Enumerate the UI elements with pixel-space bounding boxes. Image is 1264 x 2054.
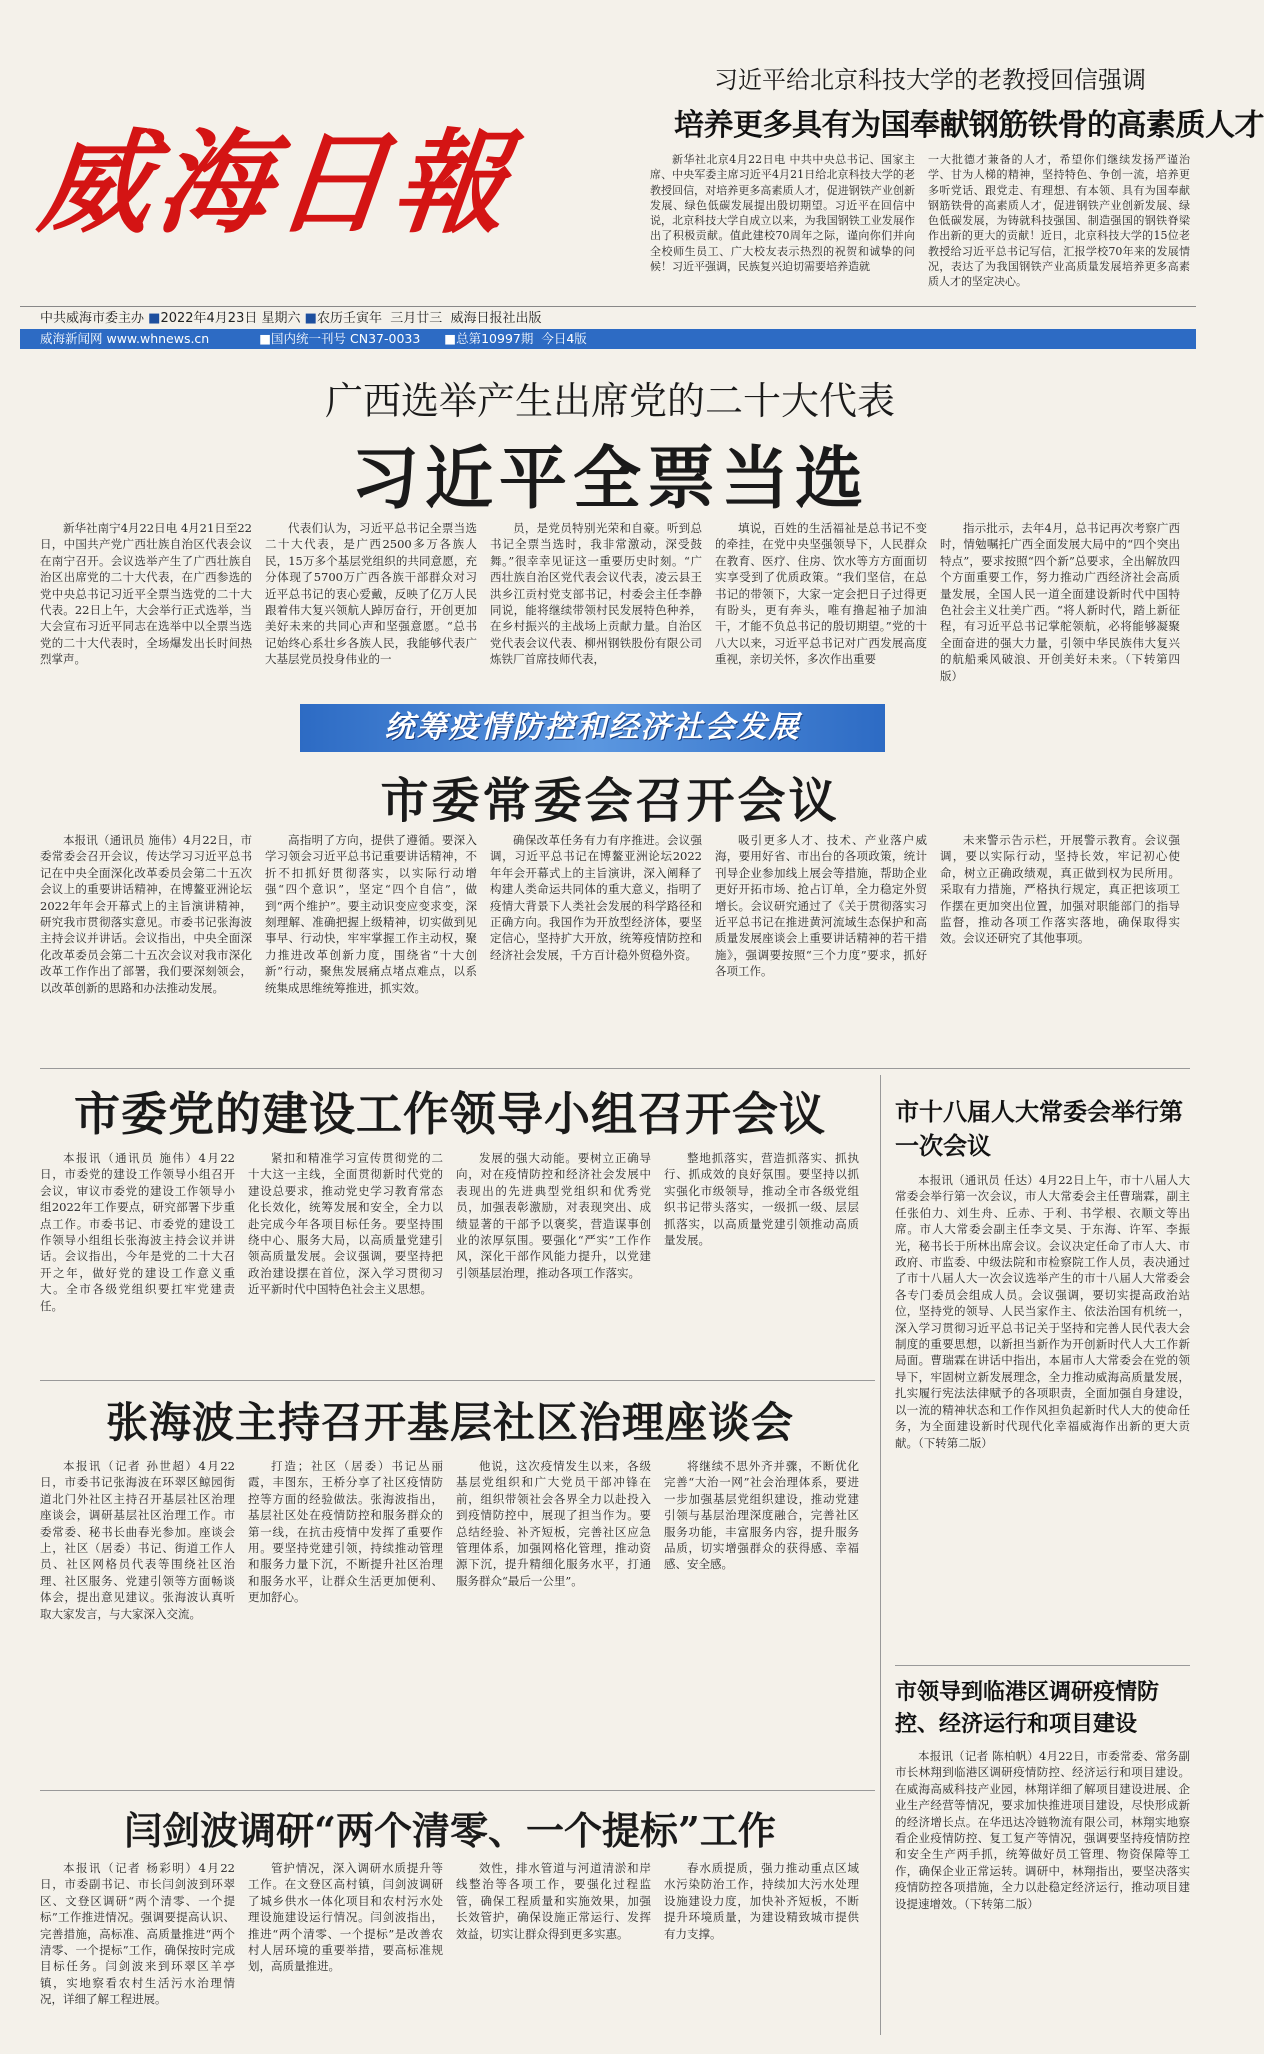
lead-col-2: 代表们认为，习近平总书记全票当选二十大代表，是广西2500多万各族人民，15万多个基层党组织的共同意愿，充分体现了5700万广西各族干部群众对习近平总书记的衷心爱戴，反映了亿万人民跟着伟大复兴领航人踔厉奋行，开创更加美好未来的共同心声和坚强意愿。“总书记始终心系壮乡各族人民，我能够代表广大基层党员投身伟业的一 [265,521,477,667]
community-col-3: 他说，这次疫情发生以来，各级基层党组织和广大党员干部冲锋在前，组织带领社会各界全力以赴投入到疫情防控中，展现了担当作为。要总结经验、补齐短板，完善社区应急管理体系，加强网格化管理，推动资源下沉，提升精细化服务水平，打通服务群众“最后一公里”。 [456,1459,651,1588]
top-story-col1: 新华社北京4月22日电 中共中央总书记、国家主席、中央军委主席习近平4月21日给北京科技大学的老教授回信，对培养更多高素质人才，促进钢铁产业创新发展、绿色低碳发展提出殷切期望。习近平在回信中说，北京科技大学自成立以来，为我国钢铁工业发展作出了积极贡献。值此建校70周年之际，谨向你们并向全校师生员工、广大校友表示热烈的祝贺和诚挚的问候！习近平强调，民族复兴迫切需要培养造就 [650,153,915,274]
construction-col-3: 发展的强大动能。要树立正确导向，对在疫情防控和经济社会发展中表现出的先进典型党组织和优秀党员，加强表彰激励，对表现突出、成绩显著的干部予以褒奖，营造谋事创业的浓厚氛围。要强化“严实”工作作风，深化干部作风能力提升，以党建引领基层治理，推动各项工作落实。 [456,1151,651,1280]
twoclear-col-1: 本报讯（记者 杨彩明）4月22日，市委副书记、市长闫剑波到环翠区、文登区调研“两个清零、一个提标”工作推进情况。强调要提高认识、完善措施，高标准、高质量推进“两个清零、一个提标”工作，确保按时完成目标任务。闫剑波来到环翠区羊亭镇，实地察看农村生活污水治理情况，详细了解工程进展。 [40,1861,235,2007]
lunar-day: 三月廿三 [390,311,443,326]
congress-text: 本报讯（通讯员 任达）4月22日上午，市十八届人大常委会举行第一次会议，市人大常委会主任曹瑞霖，副主任张伯力、刘生舟、丘赤、于利、书学根、衣顺文等出席。市人大常委会副主任李文昊、于东海、许军、李振光，秘书长于所林出席会议。会议决定任命了市人大、市政府、市监委、中级法院和市检察院工作人员，表决通过了市十八届人大一次会议选举产生的市十八届人大常委会各专门委员会组成人员。会议强调，要切实提高政治站位，坚持党的领导、人民当家作主、依法治国有机统一，深入学习贯彻习近平总书记关于坚持和完善人民代表大会制度的重要思想，以新担当新作为开创新时代人大工作新局面。曹瑞霖在讲话中指出，本届市人大常委会在党的领导下，牢固树立新发展理念，全力推动威海高质量发展，扎实履行宪法法律赋予的各项职责，全面加强自身建设，以一流的精神状态和工作作风担负起新时代人大的使命任务，为全面建设新时代现代化幸福威海作出新的更大贡献。（下转第二版） [895,1173,1190,1450]
community-col-4: 将继续不思外齐并骤，不断优化完善“大治一网”社会治理体系，要进一步加强基层党组织建设，推动党建引领与基层治理深度融合，完善社区服务功能，丰富服务内容，提升服务品质，切实增强群众的获得感、幸福感、安全感。 [664,1459,859,1572]
committee-col-4: 吸引更多人才、技术、产业落户威海，要用好省、市出台的各项政策，统计刊导企业参加线上展会等措施，帮助企业更好开拓市场、抢占订单，全力稳定外贸增长。会议研究通过了《关于贯彻落实习近平总书记在推进黄河流域生态保护和高质量发展座谈会上重要讲话精神的若干措施》，强调要按照“三个力度”要求，抓好各项工作。 [715,833,927,979]
construction-col-1: 本报讯（通讯员 施伟）4月22日，市委党的建设工作领导小组召开会议，审议市委党的建设工作领导小组2022年工作要点，研究部署下步重点工作。市委书记、市委党的建设工作领导小组组长张海波主持会议并讲话。会议指出，今年是党的二十大召开之年，做好党的建设工作意义重大。全市各级党组织要扛牢党建责任。 [40,1151,235,1313]
dateline-row: 中共威海市委主办 ■2022年4月23日 星期六 ■农历壬寅年 三月廿三 威海日报社出版 [40,311,542,326]
twoclear-headline: 闫剑波调研“两个清零、一个提标”工作 [124,1808,776,1853]
congress-headline: 市十八届人大常委会举行第一次会议 [895,1097,1183,1160]
top-story-col2: 一大批德才兼备的人才，希望你们继续发扬严谨治学、甘为人梯的精神，坚持特色、争创一流，培养更多听党话、跟党走、有理想、有本领、具有为国奉献钢筋铁骨的高素质人才，促进钢铁产业创新发展、绿色低碳发展，为铸就科技强国、制造强国的钢铁脊梁作出新的更大的贡献！近日，北京科技大学的15位老教授给习近平总书记写信，汇报学校70年来的发展情况，表达了为我国钢铁产业高质量发展培养更多高素质人才的坚定决心。 [928,153,1190,289]
sponsor: 中共威海市委主办 [40,311,145,326]
lead-col-3: 员，是党员特别光荣和自豪。听到总书记全票当选时，我非常激动，深受鼓舞。”很幸幸见证这一重要历史时刻。“广西壮族自治区党代表会议代表，凌云县王洪乡江贡村党支部书记，村委会主任李静同说，能将继续带领村民发展特色种养，在乡村振兴的主战场上贡献力量。自治区党代表会议代表、柳州钢铁股份有限公司炼铁厂首席技师代表， [490,521,702,667]
construction-col-2: 紧扣和精准学习宣传贯彻党的二十大这一主线，全面贯彻新时代党的建设总要求，推动党史学习教育常态化长效化，统筹发展和安全，全力以赴完成今年各项目标任务。要坚持围绕中心、服务大局，以高质量党建引领高质量发展。会议强调，要坚持把政治建设摆在首位，深入学习贯彻习近平新时代中国特色社会主义思想。 [248,1151,443,1297]
lunar-year: 农历壬寅年 [316,311,382,326]
committee-headline: 市委常委会召开会议 [380,773,840,829]
page-count: 今日4版 [541,331,587,346]
construction-headline: 市委党的建设工作领导小组召开会议 [74,1087,826,1141]
info-bar: 威海新闻网 www.whnews.cn ■国内统一刊号 CN37-0033 ■总第10997期 今日4版 [20,329,1196,349]
twoclear-col-4: 春水质提质，强力推动重点区域水污染防治工作，持续加大污水处理设施建设力度，加快补齐短板，不断提升环境质量，为建设精致城市提供有力支撑。 [664,1861,859,1941]
lead-col-4: 填说，百姓的生活福祉是总书记不变的牵挂，在党中央坚强领导下，人民群众在教育、医疗、住房、饮水等方方面面切实享受到了优质政策。“我们坚信，在总书记的带领下，大家一定会把日子过得更有盼头，更有奔头，唯有撸起袖子加油干，才能不负总书记的殷切期望。”党的十八大以来，习近平总书记对广西发展高度重视，亲切关怀，多次作出重要 [715,521,927,667]
construction-col-4: 整地抓落实，营造抓落实、抓执行、抓成效的良好氛围。要坚持以抓实强化市级领导，推动全市各级党组织书记带头落实，一级抓一级、层层抓落实，以高质量党建引领推动高质量发展。 [664,1151,859,1248]
weekday: 星期六 [261,311,301,326]
port-headline: 市领导到临港区调研疫情防控、经济运行和项目建设 [895,1679,1160,1737]
committee-col-3: 确保改革任务有力有序推进。会议强调，习近平总书记在博鳌亚洲论坛2022年年会开幕式上的主旨演讲，深入阐释了构建人类命运共同体的重大意义，指明了疫情大背景下人类社会发展的科学路径和正确方向。我国作为开放型经济体，要坚定信心，坚持扩大开放，统筹疫情防控和经济社会发展，千方百计稳外贸稳外资。 [490,833,702,962]
community-col-1: 本报讯（记者 孙世超）4月22日，市委书记张海波在环翠区鲸园街道北门外社区主持召开基层社区治理座谈会，调研基层社区治理工作。市委常委、秘书长曲春光参加。座谈会上，社区（居委）书记、街道工作人员、社区网格员代表等围绕社区治理、社区服务、党建引领等方面畅谈体会，提出意见建议。张海波认真听取大家发言，与大家深入交流。 [40,1459,235,1621]
committee-col-2: 高指明了方向，提供了遵循。要深入学习领会习近平总书记重要讲话精神，不折不扣抓好贯彻落实，以实际行动增强“四个意识”，坚定“四个自信”，做到“两个维护”。要主动识变应变求变，深刻理解、准确把握上级精神，切实做到见事早、行动快，牢牢掌握工作主动权，聚力推进改革创新力度，围绕省“十大创新”行动，聚焦发展痛点堵点难点，以系统集成思维统筹推进，抓实效。 [265,833,477,995]
newspaper-logo: 威海日報 [33,118,519,249]
committee-col-5: 未来警示告示栏，开展警示教育。会议强调，要以实际行动，坚持长效，牢记初心使命，树立正确政绩观，真正做到权为民所用。采取有力措施，严格执行规定，真正把该项工作摆在更加突出位置，加强对职能部门的指导监督，推动各项工作落实落地，确保取得实效。会议还研究了其他事项。 [940,833,1180,946]
lead-col-5: 指示批示，去年4月，总书记再次考察广西时，情勉嘱托广西全面发展大局中的“四个突出特点”，要求按照“四个新”总要求，全出解放四个方面重要工作，努力推动广西经济社会高质量发展，全国人民一道全面建设新时代中国特色社会主义壮美广西。“将人新时代，踏上新征程，有习近平总书记掌舵领航，必将能够凝聚全面奋进的强大力量，引领中华民族伟大复兴的航船乘风破浪、开创美好未来。（下转第四版） [940,521,1180,683]
twoclear-col-2: 管护情况，深入调研水质提升等工作。在文登区高村镇，闫剑波调研了城乡供水一体化项目和农村污水处理设施建设运行情况。闫剑波指出，推进“两个清零、一个提标”是改善农村人居环境的重要举措，要高标准规划，高质量推进。 [248,1861,443,1974]
community-col-2: 打造；社区（居委）书记丛丽霞，丰图东，王桥分享了社区疫情防控等方面的经验做法。张海波指出，基层社区处在疫情防控和服务群众的第一线，在抗击疫情中发挥了重要作用。要坚持党建引领，持续推动管理和服务力量下沉，不断提升社区治理和服务水平，让群众生活更加便利、更加舒心。 [248,1459,443,1605]
masthead [20,52,620,252]
lead-col-1: 新华社南宁4月22日电 4月21日至22日，中国共产党广西壮族自治区代表会议在南宁召开。会议选举产生了广西壮族自治区出席党的二十大代表，在广西参选的党中央总书记习近平全票当选党的二十大代表。22日上午，大会举行正式选举，当大会宣布习近平同志在选举中以全票当选党的二十大代表时，全场爆发出长时间热烈掌声。 [40,521,252,667]
publisher: 威海日报社出版 [450,311,542,326]
cn-number: 国内统一刊号 CN37-0033 [271,331,421,346]
port-text: 本报讯（记者 陈柏帆）4月22日，市委常委、常务副市长林翔到临港区调研疫情防控、经济运行和项目建设。在威海高威科技产业园，林翔详细了解项目建设进展、企业生产经营等情况，要求加快推进项目建设，尽快形成新的经济增长点。在华迅达冷链物流有限公司，林翔实地察看企业疫情防控、复工复产等情况，强调要坚持疫情防控和安全生产两手抓，统筹做好员工管理、物资保障等工作，确保企业正常运转。调研中，林翔指出，要坚决落实疫情防控各项措施，全力以赴稳定经济运行，推动项目建设提速增效。（下转第二版） [895,1749,1190,1911]
section-banner-text: 统筹疫情防控和经济社会发展 [384,710,801,745]
top-headline-small: 习近平给北京科技大学的老教授回信强调 [714,66,1146,94]
twoclear-col-3: 效性，排水管道与河道清淤和岸线整治等各项工作，要强化过程监管，确保工程质量和实施效果，加强长效管护，确保设施正常运行、发挥效益，切实让群众得到更多实惠。 [456,1861,651,1941]
top-headline-big: 培养更多具有为国奉献钢筋铁骨的高素质人才 [674,108,1264,143]
committee-col-1: 本报讯（通讯员 施伟）4月22日，市委常委会召开会议，传达学习习近平总书记在中央全面深化改革委员会第二十五次会议上的重要讲话精神，在博鳌亚洲论坛2022年年会开幕式上的主旨演讲精神，研究我市贯彻落实意见。市委书记张海波主持会议并讲话。会议指出，中央全面深化改革委员会第二十五次会议对我市深化改革工作作出了部署，我们要深刻领会，以改革创新的思路和办法推动发展。 [40,833,252,995]
issue-date: 2022年4月23日 [160,311,258,326]
community-headline: 张海波主持召开基层社区治理座谈会 [105,1398,794,1447]
lead-headline: 习近平全票当选 [350,439,869,519]
issue-number: 总第10997期 [456,331,534,346]
website-link[interactable]: 威海新闻网 www.whnews.cn [40,331,210,346]
lead-kicker: 广西选举产生出席党的二十大代表 [324,379,895,423]
